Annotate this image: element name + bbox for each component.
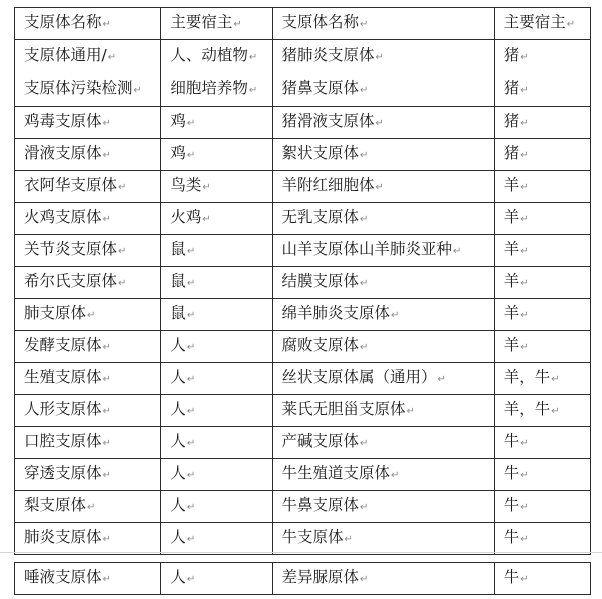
paragraph-mark: ↵ [102,406,111,417]
paragraph-mark: ↵ [360,19,369,30]
paragraph-mark: ↵ [391,470,400,481]
cell-mycoplasma-name [272,299,494,331]
cell-line [170,176,210,194]
cell-host [494,267,590,299]
cell-line [504,272,529,290]
paragraph-mark: ↵ [186,150,196,161]
paragraph-mark: ↵ [360,574,369,585]
cell-host [494,459,590,491]
table-row [15,331,591,363]
paragraph-mark: ↵ [118,278,127,289]
cell-line [282,432,369,450]
paragraph-mark: ↵ [344,534,353,545]
cell-line [170,528,195,546]
cell-line [24,73,160,106]
cell-line [504,304,529,322]
cell-line [282,208,369,226]
cell-line [282,400,415,418]
cell-text: 口腔支原体 [24,432,102,450]
paragraph-mark: ↵ [102,534,111,545]
cell-mycoplasma-name [272,563,494,595]
paragraph-mark: ↵ [520,118,529,129]
cell-line [170,240,195,258]
paragraph-mark: ↵ [248,52,258,63]
paragraph-mark: ↵ [520,150,529,161]
cell-text: 人 [170,464,186,482]
cell-host [494,563,590,595]
cell-host [494,331,590,363]
cell-text: 鸡毒支原体 [24,112,102,130]
cell-line [170,336,195,354]
cell-text: 絮状支原体 [281,144,360,162]
cell-text: 人 [170,496,186,514]
cell-host [494,203,590,235]
cell-text: 羊 [503,208,520,226]
cell-host [494,427,590,459]
cell-line [504,496,529,514]
cell-mycoplasma-name [15,459,161,491]
cell-text: 猪肺炎支原体 [281,46,375,64]
table-row [15,459,591,491]
cell-line [170,368,195,386]
cell-text: 无乳支原体 [281,208,360,226]
paragraph-mark: ↵ [566,19,576,30]
paragraph-mark: ↵ [360,278,369,289]
cell-line [282,176,384,194]
cell-line [282,112,384,130]
cell-text: 生殖支原体 [24,368,102,386]
cell-text: 产碱支原体 [281,432,360,450]
cell-text: 牛支原体 [281,528,344,546]
cell-text: 羊附红细胞体 [281,176,375,194]
table-row [15,523,591,555]
cell-mycoplasma-name [15,427,161,459]
paragraph-mark: ↵ [202,214,211,225]
table-header-row [15,8,591,40]
cell-mycoplasma-name [272,427,494,459]
cell-host [161,523,272,555]
cell-host [161,427,272,459]
paragraph-mark: ↵ [102,574,111,585]
paragraph-mark: ↵ [360,150,369,161]
table-row [15,171,591,203]
cell-text: 羊 [503,240,520,258]
cell-line [170,208,210,226]
paragraph-mark: ↵ [186,470,196,481]
cell-host [494,395,590,427]
cell-line [170,272,195,290]
cell-text: 人 [170,432,186,450]
cell-text: 羊 [503,304,520,322]
cell-line [24,368,111,386]
cell-line [24,40,160,73]
table-row [15,235,591,267]
paragraph-mark: ↵ [375,118,384,129]
mycoplasma-host-table-continued [14,562,591,595]
table-row [15,491,591,523]
cell-text: 穿透支原体 [24,464,102,482]
cell-mycoplasma-name [15,107,161,139]
cell-line [504,40,590,73]
cell-line [282,73,494,106]
paragraph-mark: ↵ [551,374,560,385]
cell-mycoplasma-name [272,523,494,555]
cell-line [504,368,560,386]
cell-line [504,176,529,194]
cell-line [170,304,195,322]
cell-text: 猪滑液支原体 [281,112,375,130]
cell-text: 牛 [503,528,520,546]
cell-mycoplasma-name [15,299,161,331]
table-row [15,299,591,331]
cell-host [161,395,272,427]
paragraph-mark: ↵ [186,438,196,449]
paragraph-mark: ↵ [102,342,111,353]
header-cell [272,8,494,40]
cell-text: 羊 [503,176,520,194]
table-body [15,8,591,555]
cell-line [24,112,111,130]
paragraph-mark: ↵ [202,182,211,193]
cell-line [282,240,462,258]
paragraph-mark: ↵ [107,52,117,63]
cell-text: 梨支原体 [24,496,87,514]
cell-text: 衣阿华支原体 [24,176,118,194]
paragraph-mark: ↵ [375,182,384,193]
paragraph-mark: ↵ [520,310,529,321]
table-row [15,395,591,427]
paragraph-mark: ↵ [248,85,258,96]
cell-host [494,523,590,555]
cell-text: 鸟类 [170,176,202,194]
paragraph-mark: ↵ [360,342,369,353]
table-row [15,139,591,171]
cell-host [494,171,590,203]
paragraph-mark: ↵ [102,470,111,481]
cell-line [170,432,195,450]
cell-mycoplasma-name [15,139,161,171]
cell-text: 牛 [503,568,520,586]
cell-mycoplasma-name [272,363,494,395]
cell-host [161,459,272,491]
cell-line [282,144,369,162]
paragraph-mark: ↵ [233,19,242,30]
paragraph-mark: ↵ [118,182,127,193]
header-cell [161,8,272,40]
cell-line [24,304,95,322]
cell-text: 牛 [503,496,520,514]
cell-text: 猪鼻支原体 [281,79,360,97]
paragraph-mark: ↵ [520,534,529,545]
cell-text: 鸡 [170,112,186,130]
cell-text: 人 [170,568,186,586]
cell-line [24,176,126,194]
cell-text: 鼠 [170,304,186,322]
paragraph-mark: ↵ [186,118,196,129]
cell-text: 羊 [503,336,520,354]
cell-line [170,400,195,418]
paragraph-mark: ↵ [102,118,111,129]
cell-text: 差异脲原体 [281,568,360,586]
table-row [15,203,591,235]
cell-line [282,368,446,386]
cell-host [161,107,272,139]
cell-host [161,331,272,363]
cell-text: 鼠 [170,272,186,290]
cell-host [494,299,590,331]
cell-host [161,563,272,595]
paragraph-mark: ↵ [406,406,415,417]
cell-line [24,240,126,258]
cell-host [161,171,272,203]
cell-mycoplasma-name [272,331,494,363]
cell-text: 羊 [503,272,520,290]
cell-text: 猪 [503,144,520,162]
cell-line [24,528,111,546]
cell-text: 结膜支原体 [281,272,360,290]
paragraph-mark: ↵ [520,246,529,257]
cell-line [170,464,195,482]
cell-mycoplasma-name [272,235,494,267]
cell-mycoplasma-name [15,395,161,427]
cell-line [504,144,529,162]
cell-host [494,107,590,139]
paragraph-mark: ↵ [391,310,400,321]
cell-mycoplasma-name [272,203,494,235]
header-cell [494,8,590,40]
mycoplasma-host-table [14,7,591,555]
cell-line [282,304,400,322]
cell-line [24,336,111,354]
cell-host [161,363,272,395]
cell-line [170,40,271,73]
cell-line [24,464,111,482]
header-host-2: 主要宿主 [503,13,566,31]
cell-text: 牛 [503,432,520,450]
cell-host [494,491,590,523]
cell-line [24,400,111,418]
table-row [15,107,591,139]
cell-line [504,112,529,130]
cell-mycoplasma-name [15,523,161,555]
paragraph-mark: ↵ [520,438,529,449]
cell-mycoplasma-name [15,203,161,235]
table-row [15,563,591,595]
cell-host [494,363,590,395]
table-row [15,363,591,395]
cell-line [504,432,529,450]
cell-text: 支原体通用/ [24,46,107,64]
cell-text: 牛 [503,464,520,482]
cell-line [504,73,590,106]
cell-text: 人 [170,528,186,546]
paragraph-mark: ↵ [520,85,529,96]
cell-mycoplasma-name [272,107,494,139]
cell-host [161,235,272,267]
paragraph-mark: ↵ [186,342,196,353]
cell-mycoplasma-name [272,267,494,299]
cell-text: 莱氏无胆甾支原体 [281,400,406,418]
cell-mycoplasma-name [272,171,494,203]
cell-line [24,144,111,162]
paragraph-mark: ↵ [551,406,560,417]
cell-text: 山羊支原体山羊肺炎亚种 [281,240,453,258]
cell-host [494,235,590,267]
paragraph-mark: ↵ [102,438,111,449]
cell-line [24,272,126,290]
header-cell [15,8,161,40]
cell-text: 猪 [503,79,520,97]
cell-line [170,496,195,514]
cell-line [504,464,529,482]
cell-text: 肺炎支原体 [24,528,102,546]
paragraph-mark: ↵ [520,342,529,353]
table-row [15,267,591,299]
cell-host [161,40,272,107]
cell-text: 人 [170,368,186,386]
paragraph-mark: ↵ [186,406,196,417]
cell-text: 发酵支原体 [24,336,102,354]
paragraph-mark: ↵ [520,574,529,585]
cell-text: 火鸡支原体 [24,208,102,226]
cell-text: 希尔氏支原体 [24,272,118,290]
cell-mycoplasma-name [15,40,161,107]
cell-line [282,40,494,73]
cell-mycoplasma-name [272,459,494,491]
cell-line [282,496,369,514]
cell-host [494,139,590,171]
cell-line [504,336,529,354]
cell-line [282,336,369,354]
header-name-1: 支原体名称 [24,13,102,31]
paragraph-mark: ↵ [102,150,111,161]
cell-text: 肺支原体 [24,304,87,322]
cell-text: 丝状支原体属（通用） [281,368,437,386]
paragraph-mark: ↵ [102,214,111,225]
paragraph-mark: ↵ [133,85,142,96]
paragraph-mark: ↵ [520,278,529,289]
cell-line [504,528,529,546]
paragraph-mark: ↵ [87,502,96,513]
header-host-1: 主要宿主 [170,13,233,31]
cell-text: 猪 [503,46,520,64]
cell-host [161,139,272,171]
cell-mycoplasma-name [272,40,494,107]
cell-text: 猪 [503,112,520,130]
paragraph-mark: ↵ [186,278,196,289]
paragraph-mark: ↵ [360,502,369,513]
table-row [15,40,591,107]
cell-host [161,267,272,299]
cell-text: 细胞培养物 [170,79,248,97]
cell-text: 绵羊肺炎支原体 [281,304,391,322]
cell-line [170,144,195,162]
cell-line [282,464,400,482]
cell-host [161,299,272,331]
cell-mycoplasma-name [15,363,161,395]
paragraph-mark: ↵ [360,85,369,96]
cell-text: 人 [170,400,186,418]
paragraph-mark: ↵ [520,502,529,513]
cell-line [504,240,529,258]
cell-line [24,208,111,226]
cell-text: 羊，牛 [503,400,551,418]
cell-host [161,203,272,235]
cell-text: 牛生殖道支原体 [281,464,391,482]
paragraph-mark: ↵ [437,374,446,385]
cell-text: 鸡 [170,144,186,162]
paragraph-mark: ↵ [186,246,196,257]
paragraph-mark: ↵ [360,438,369,449]
cell-mycoplasma-name [15,235,161,267]
cell-line [170,73,271,106]
paragraph-mark: ↵ [102,374,111,385]
paragraph-mark: ↵ [186,534,196,545]
cell-mycoplasma-name [15,171,161,203]
cell-mycoplasma-name [15,267,161,299]
paragraph-mark: ↵ [102,19,111,30]
paragraph-mark: ↵ [520,470,529,481]
cell-text: 腐败支原体 [281,336,360,354]
cell-text: 羊，牛 [503,368,551,386]
paragraph-mark: ↵ [520,182,529,193]
cell-line [170,112,195,130]
cell-text: 鼠 [170,240,186,258]
paragraph-mark: ↵ [118,246,127,257]
cell-host [161,491,272,523]
cell-line [282,528,353,546]
page-break-divider [0,552,602,553]
cell-mycoplasma-name [15,563,161,595]
cell-text: 关节炎支原体 [24,240,118,258]
paragraph-mark: ↵ [520,214,529,225]
cell-text: 滑液支原体 [24,144,102,162]
cell-text: 火鸡 [170,208,202,226]
cell-text: 唾液支原体 [24,568,102,586]
cell-text: 支原体污染检测 [24,79,133,97]
cell-line [504,400,560,418]
cell-mycoplasma-name [272,139,494,171]
cell-mycoplasma-name [15,331,161,363]
cell-line [24,432,111,450]
paragraph-mark: ↵ [360,214,369,225]
paragraph-mark: ↵ [87,310,96,321]
cell-mycoplasma-name [272,491,494,523]
cell-text: 人形支原体 [24,400,102,418]
cell-text: 人 [170,336,186,354]
cell-host [494,40,590,107]
paragraph-mark: ↵ [186,502,196,513]
cell-mycoplasma-name [272,395,494,427]
paragraph-mark: ↵ [186,374,196,385]
cell-text: 牛鼻支原体 [281,496,360,514]
header-name-2: 支原体名称 [281,13,360,31]
paragraph-mark: ↵ [453,246,462,257]
cell-line [282,272,369,290]
cell-line [504,208,529,226]
cell-line [24,496,95,514]
paragraph-mark: ↵ [375,52,384,63]
cell-text: 人、动植物 [170,46,248,64]
cell-mycoplasma-name [15,491,161,523]
paragraph-mark: ↵ [520,52,529,63]
paragraph-mark: ↵ [186,310,196,321]
table-row [15,427,591,459]
paragraph-mark: ↵ [186,574,196,585]
